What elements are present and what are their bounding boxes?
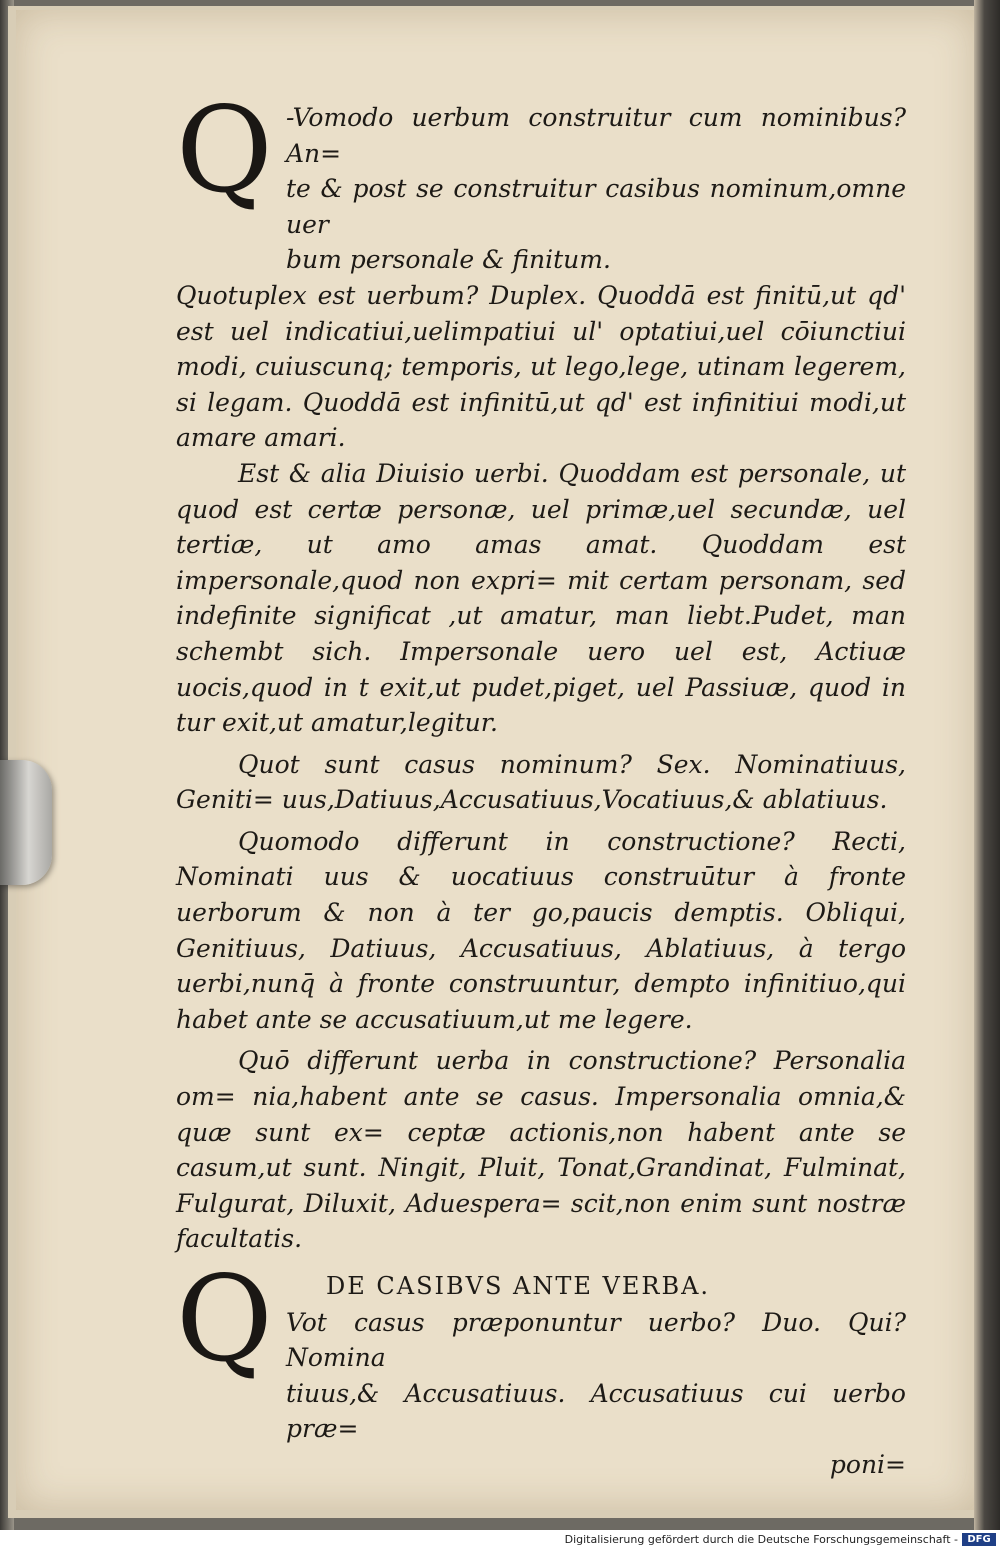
paragraph-quomodo: Quomodo differunt in constructione? Recti, Nominati uus & uocatiuus construūtur à fronte uerborum & non à ter go,paucis demptis. Obliqui, Genitiuus, Datiuus, Accusatiuus, Ablatiuus, à tergo uerbi,nunq̄ à fronte construuntur, dempto infinitiuo,qui habet ante se accusatiuum,ut me legere. <box>176 826 906 1034</box>
section-line-1: Vot casus præponuntur uerbo? Duo. Qui? Nomina <box>286 1307 906 1373</box>
page-clip <box>0 760 52 885</box>
paragraph-quotuplex: Quotuplex est uerbum? Duplex. Quoddā est finitū,ut qd' est uel indicatiui,uelimpatiui ul' optatiui,uel cōiunctiui modi, cuiuscunq; temporis, ut lego,lege, utinam legerem, si legam. Quoddā est infinitū,ut qd' est infinitiui modi,ut amare amari. <box>176 280 906 453</box>
opening-block <box>176 81 906 278</box>
drop-cap-q-2: Q <box>176 1250 273 1388</box>
funding-credit: Digitalisierung gefördert durch die Deutsche Forschungsgemeinschaft - <box>564 1533 958 1546</box>
footer-bar <box>0 1530 1000 1550</box>
section-line-2: tiuus,& Accusatiuus. Accusatiuus cui uerbo præ= <box>286 1378 906 1444</box>
book-binding-edge <box>974 0 1000 1530</box>
drop-cap-q-1: Q <box>176 81 273 219</box>
opening-line-2: te & post se construitur casibus nominum,omne uer <box>286 174 906 239</box>
section-heading: DE CASIBVS ANTE VERBA. <box>326 1272 711 1300</box>
paragraph-casus: Quot sunt casus nominum? Sex. Nominatiuus, Geniti= uus,Datiuus,Accusatiuus,Vocatiuus,& ablatiuus. <box>176 749 906 815</box>
page-text <box>176 81 906 1483</box>
catchword: poni= <box>829 1449 906 1479</box>
opening-line-3: bum personale & finitum. <box>286 245 611 275</box>
opening-line-1: -Vomodo uerbum construitur cum nominibus? An= <box>286 103 906 168</box>
paragraph-diuisio: Est & alia Diuisio uerbi. Quoddam est personale, ut quod est certæ personæ, uel primæ,uel secundæ, uel tertiæ, ut amo amas amat. Quoddam est impersonale,quod non expri= mit certam personam, sed indefinite significat ,ut amatur, man liebt.Pudet, man schembt sich. Impersonale uero uel est, Actiuæ uocis,quod in t exit,ut pudet,piget, uel Passiuæ, quod in tur exit,ut amatur,legitur. <box>176 458 906 738</box>
section-de-casibus <box>176 1250 906 1483</box>
paragraph-quo-differunt: Quō differunt uerba in constructione? Personalia om= nia,habent ante se casus. Impersonalia omnia,& quæ sunt ex= ceptæ actionis,non habent ante se casum,ut sunt. Ningit, Pluit, Tonat,Grandinat, Fulminat, Fulgurat, Diluxit, Aduespera= scit,non enim sunt nostræ facultatis. <box>176 1046 906 1254</box>
dfg-logo: DFG <box>962 1533 996 1546</box>
